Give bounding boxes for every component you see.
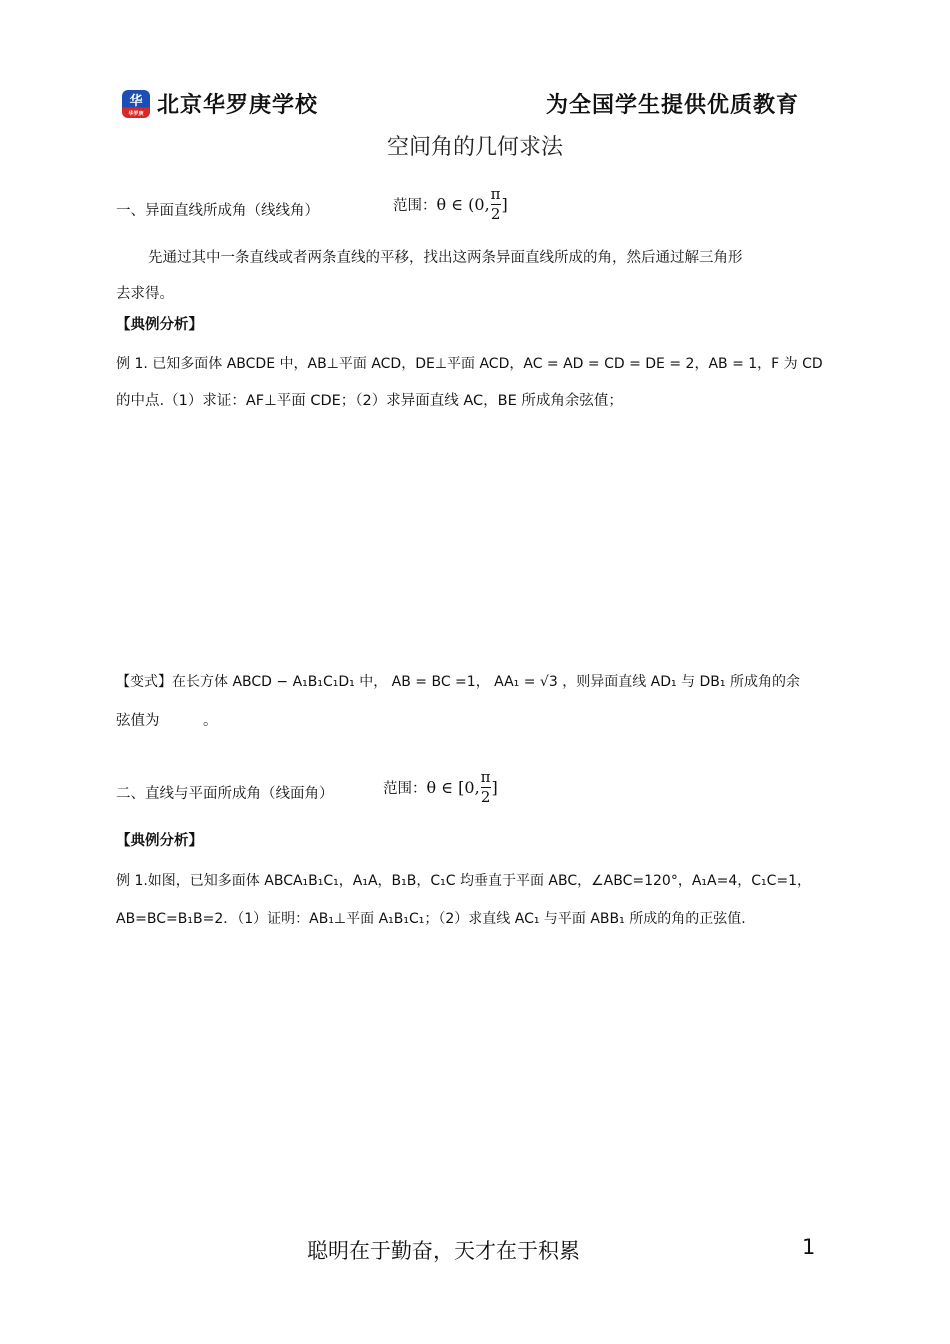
section1-heading: 一、异面直线所成角（线线角） xyxy=(116,203,319,219)
section2-range-suffix: ] xyxy=(491,778,498,797)
section1-range-suffix: ] xyxy=(501,195,508,214)
section1-desc-line2: 去求得。 xyxy=(116,286,174,302)
school-logo xyxy=(122,90,150,118)
section1-range-fraction xyxy=(491,185,501,224)
section1-range-label: 范围： xyxy=(393,198,437,214)
section1-example-line1: 例 1. 已知多面体 ABCDE 中，AB⊥平面 ACD，DE⊥平面 ACD，AC = AD = CD = DE = 2，AB = 1，F 为 CD xyxy=(116,356,823,372)
section2-range-denominator: 2 xyxy=(480,788,491,806)
section1-range-numerator: π xyxy=(490,185,501,203)
section1-variant-line1: 【变式】在长方体 ABCD − A₁B₁C₁D₁ 中， AB = BC =1， AA₁ = √3 ，则异面直线 AD₁ 与 DB₁ 所成角的余 xyxy=(116,674,800,690)
section1-range xyxy=(393,185,508,224)
section2-example-line2: AB=BC=B₁B=2．（1）证明：AB₁⊥平面 A₁B₁C₁；（2）求直线 AC₁ 与平面 ABB₁ 所成的角的正弦值. xyxy=(116,911,746,927)
logo-subtext: 华罗庚 xyxy=(128,111,144,117)
section2-heading: 二、直线与平面所成角（线面角） xyxy=(116,786,334,802)
section2-range-label: 范围： xyxy=(383,781,427,797)
page-title: 空间角的几何求法 xyxy=(386,135,563,160)
section2-analysis-heading: 【典例分析】 xyxy=(116,833,203,849)
section1-range-denominator: 2 xyxy=(490,205,501,223)
section1-range-prefix: θ ∈ (0, xyxy=(436,195,490,214)
section2-example-line1: 例 1.如图，已知多面体 ABCA₁B₁C₁，A₁A，B₁B，C₁C 均垂直于平面 ABC，∠ABC=120°，A₁A=4，C₁C=1， xyxy=(116,873,812,889)
section1-analysis-heading: 【典例分析】 xyxy=(116,317,203,333)
footer-motto: 聪明在于勤奋，天才在于积累 xyxy=(307,1239,580,1263)
section1-desc-line1: 先通过其中一条直线或者两条直线的平移，找出这两条异面直线所成的角，然后通过解三角形 xyxy=(148,250,743,266)
section1-variant-line2: 弦值为 。 xyxy=(116,713,218,729)
school-name: 北京华罗庚学校 xyxy=(157,93,319,118)
logo-glyph: 华 xyxy=(129,94,143,109)
page-number: 1 xyxy=(802,1235,816,1259)
section1-example-line2: 的中点.（1）求证：AF⊥平面 CDE；（2）求异面直线 AC，BE 所成角余弦值； xyxy=(116,393,623,409)
section2-range-prefix: θ ∈ [0, xyxy=(426,778,480,797)
section2-range-numerator: π xyxy=(480,768,491,786)
header-slogan: 为全国学生提供优质教育 xyxy=(546,93,800,118)
section2-range xyxy=(383,768,498,807)
section2-range-fraction xyxy=(481,768,491,807)
